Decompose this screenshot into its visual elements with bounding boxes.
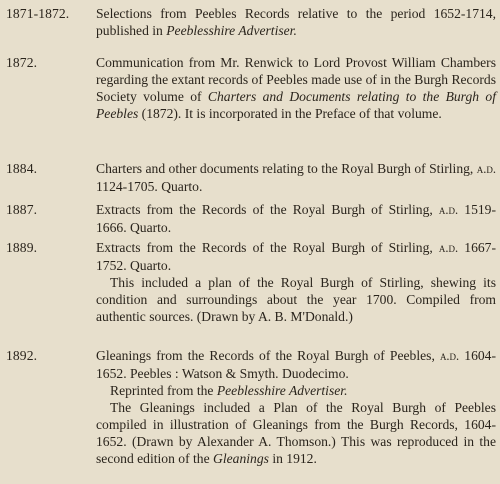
entry-text: Communication from Mr. Renwick to Lord Provost William Chambers regarding the extant records of Peebles made use of in the Burgh Records Society volume of Charters and Documents relating to the Burgh of Peebles (1872). It is incorporated in the Preface of that volume. [96, 55, 496, 121]
entry-1872 [0, 54, 500, 122]
entry-text: Charters and other documents relating to the Royal Burgh of Stirling, a.d. 1124-1705. Quarto. [96, 161, 496, 194]
entry-text: Selections from Peebles Records relative to the period 1652-1714, published in Peeblesshire Advertiser. [96, 6, 496, 38]
era-abbrev: a.d. [476, 162, 496, 176]
entry-text: Gleanings from the Records of the Royal Burgh of Peebles, a.d. 1604-1652. Peebles : Watson & Smyth. Duodecimo. [96, 348, 496, 381]
entry-1892 [0, 347, 500, 467]
entry-year: 1872. [6, 55, 38, 70]
italic-title: Peeblesshire Advertiser. [216, 383, 348, 398]
italic-title: Gleanings [213, 451, 269, 466]
entry-text: Extracts from the Records of the Royal Burgh of Stirling, a.d. 1667-1752. Quarto. [96, 240, 497, 273]
era-abbrev: a.d. [439, 349, 460, 363]
entry-1887 [0, 201, 500, 236]
entry-year: 1887. [6, 202, 38, 217]
entry-note: The Gleanings included a Plan of the Royal Burgh of Peebles compiled in illustration of Gleanings from the Burgh Records, 1604-1652. (Drawn by Alexander A. Thomson.) This was reproduced in the second edition of the Gleanings in 1912. [96, 400, 496, 466]
entry-note: Reprinted from the Peeblesshire Advertiser. [110, 383, 348, 398]
entry-1871 [0, 5, 500, 39]
entry-year: 1871-1872. [6, 6, 70, 21]
entry-year: 1889. [6, 240, 38, 255]
entry-year: 1892. [6, 348, 38, 363]
entry-1884 [0, 160, 500, 195]
entry-1889 [0, 239, 500, 325]
era-abbrev: a.d. [438, 203, 459, 217]
entry-text: Extracts from the Records of the Royal Burgh of Stirling, a.d. 1519-1666. Quarto. [96, 202, 497, 235]
italic-title: Peeblesshire Advertiser. [166, 23, 297, 38]
entry-year: 1884. [6, 161, 38, 176]
era-abbrev: a.d. [438, 241, 459, 255]
entry-note: This included a plan of the Royal Burgh of Stirling, shewing its condition and surroundings about the year 1700. Compiled from authentic sources. (Drawn by A. B. M'Donald.) [96, 275, 496, 324]
italic-title: Charters and Documents relating to the Burgh of Peebles [96, 89, 496, 121]
